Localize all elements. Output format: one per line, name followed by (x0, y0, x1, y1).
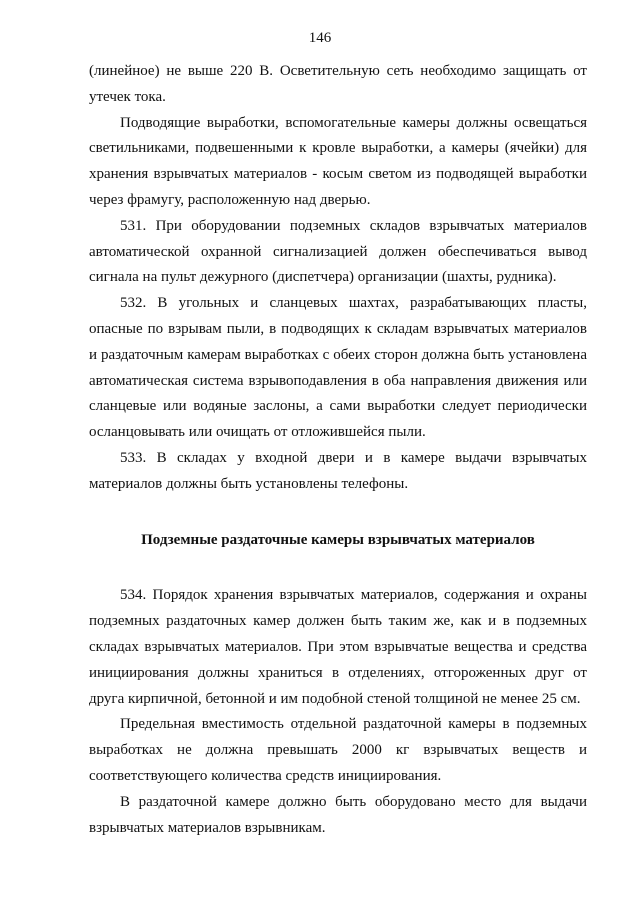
paragraph-534: 534. Порядок хранения взрывчатых материалов, содержания и охраны подземных раздаточных камер должен быть таким же, как и в подземных складах взрывчатых материалов. При этом взрывчатые вещества и средства инициирования должны храниться в отделениях, отгороженных друг от друга кирпичной, бетонной и им подобной стеной толщиной не менее 25 см. (89, 587, 587, 707)
paragraph-532: 532. В угольных и сланцевых шахтах, разрабатывающих пласты, опасные по взрывам пыли, в подводящих к складам взрывчатых материалов и раздаточным камерам выработках с обеих сторон должна быть установлена автоматическая система взрывоподавления в оба направления движения или сланцевые или водяные заслоны, а сами выработки следует периодически осланцовывать или очищать от отложившейся пыли. (89, 295, 587, 441)
document-body (89, 59, 587, 841)
section-heading: Подземные раздаточные камеры взрывчатых материалов (141, 531, 535, 548)
paragraph-issue-place: В раздаточной камере должно быть оборудовано место для выдачи взрывчатых материалов взрывникам. (89, 793, 587, 836)
paragraph-533: 533. В складах у входной двери и в камере выдачи взрывчатых материалов должны быть установлены телефоны. (89, 449, 587, 492)
paragraph-capacity: Предельная вместимость отдельной раздаточной камеры в подземных выработках не должна превышать 2000 кг взрывчатых веществ и соответствующего количества средств инициирования. (89, 716, 587, 784)
paragraph-531: 531. При оборудовании подземных складов взрывчатых материалов автоматической охранной сигнализацией должен обеспечиваться вывод сигнала на пульт дежурного (диспетчера) организации (шахты, рудника). (89, 217, 587, 286)
paragraph-lighting: Подводящие выработки, вспомогательные камеры должны освещаться светильниками, подвешенными к кровле выработки, а камеры (ячейки) для хранения взрывчатых материалов - косым светом из подводящей выработки через фрамугу, расположенную над дверью. (89, 114, 587, 208)
page-number: 146 (308, 30, 332, 46)
paragraph-continuation: (линейное) не выше 220 В. Осветительную сеть необходимо защищать от утечек тока. (89, 63, 587, 105)
